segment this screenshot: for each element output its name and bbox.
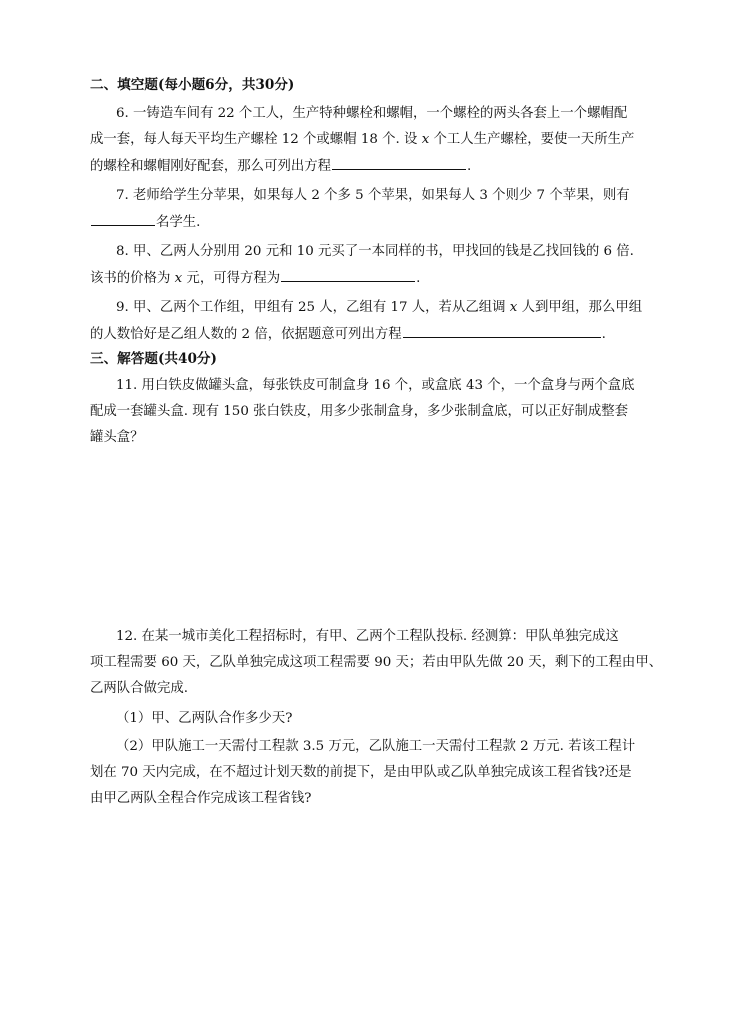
q12-line-3: 乙两队合做完成. — [90, 681, 188, 696]
section-3-heading: 三、解答题(共40分) — [90, 351, 217, 367]
q6-line-1: 6. 一铸造车间有 22 个工人，生产特种螺栓和螺帽，一个螺栓的两头各套上一个螺帽配 — [116, 106, 628, 121]
q8-variable: x — [174, 271, 183, 286]
q9-answer-blank[interactable] — [403, 324, 601, 338]
q12-line-1: 12. 在某一城市美化工程招标时，有甲、乙两个工程队投标. 经测算：甲队单独完成这 — [116, 629, 619, 644]
q7-line-2: 名学生. — [90, 212, 200, 233]
q6-answer-blank[interactable] — [332, 156, 466, 170]
q11-line-2: 配成一套罐头盒. 现有 150 张白铁皮，用多少张制盒身，多少张制盒底，可以正好制成整套 — [90, 404, 629, 419]
q8-answer-blank[interactable] — [281, 268, 415, 282]
q12-part-1: （1）甲、乙两队合作多少天? — [116, 711, 293, 726]
q11-line-3: 罐头盒？ — [90, 430, 144, 445]
q6-variable: x — [421, 132, 430, 147]
q6-line-3: 的螺栓和螺帽刚好配套，那么可列出方程 . — [90, 156, 471, 177]
q6-line-2: 成一套，每人每天平均生产螺栓 12 个或螺帽 18 个. 设 x 个工人生产螺栓，要使一天所生产 — [90, 132, 635, 147]
q8-line-1: 8. 甲、乙两人分别用 20 元和 10 元买了一本同样的书，甲找回的钱是乙找回钱的 6 倍. — [116, 244, 634, 259]
q12-part-2-line-2: 划在 70 天内完成，在不超过计划天数的前提下，是由甲队或乙队单独完成该工程省钱?还是 — [90, 765, 632, 780]
q12-line-2: 项工程需要 60 天，乙队单独完成这项工程需要 90 天；若由甲队先做 20 天，剩下的工程由甲、 — [90, 655, 663, 670]
q12-part-2-line-1: （2）甲队施工一天需付工程款 3.5 万元，乙队施工一天需付工程款 2 万元. 若该工程计 — [116, 739, 636, 754]
q12-part-2-line-3: 由甲乙两队全程合作完成该工程省钱? — [90, 791, 312, 806]
q9-line-1: 9. 甲、乙两个工作组，甲组有 25 人，乙组有 17 人，若从乙组调 x 人到甲组，那么甲组 — [116, 300, 643, 315]
q7-answer-blank[interactable] — [91, 212, 155, 226]
q9-variable: x — [509, 300, 518, 315]
q11-line-1: 11. 用白铁皮做罐头盒，每张铁皮可制盒身 16 个，或盒底 43 个，一个盒身与两个盒底 — [116, 378, 635, 393]
q8-line-2: 该书的价格为 x 元，可得方程为 . — [90, 268, 420, 289]
q9-line-2: 的人数恰好是乙组人数的 2 倍，依据题意可列出方程 . — [90, 324, 606, 345]
section-2-heading: 二、填空题(每小题6分，共30分) — [90, 77, 295, 93]
q7-line-1: 7. 老师给学生分苹果，如果每人 2 个多 5 个苹果，如果每人 3 个则少 7 个苹果，则有 — [116, 188, 630, 203]
